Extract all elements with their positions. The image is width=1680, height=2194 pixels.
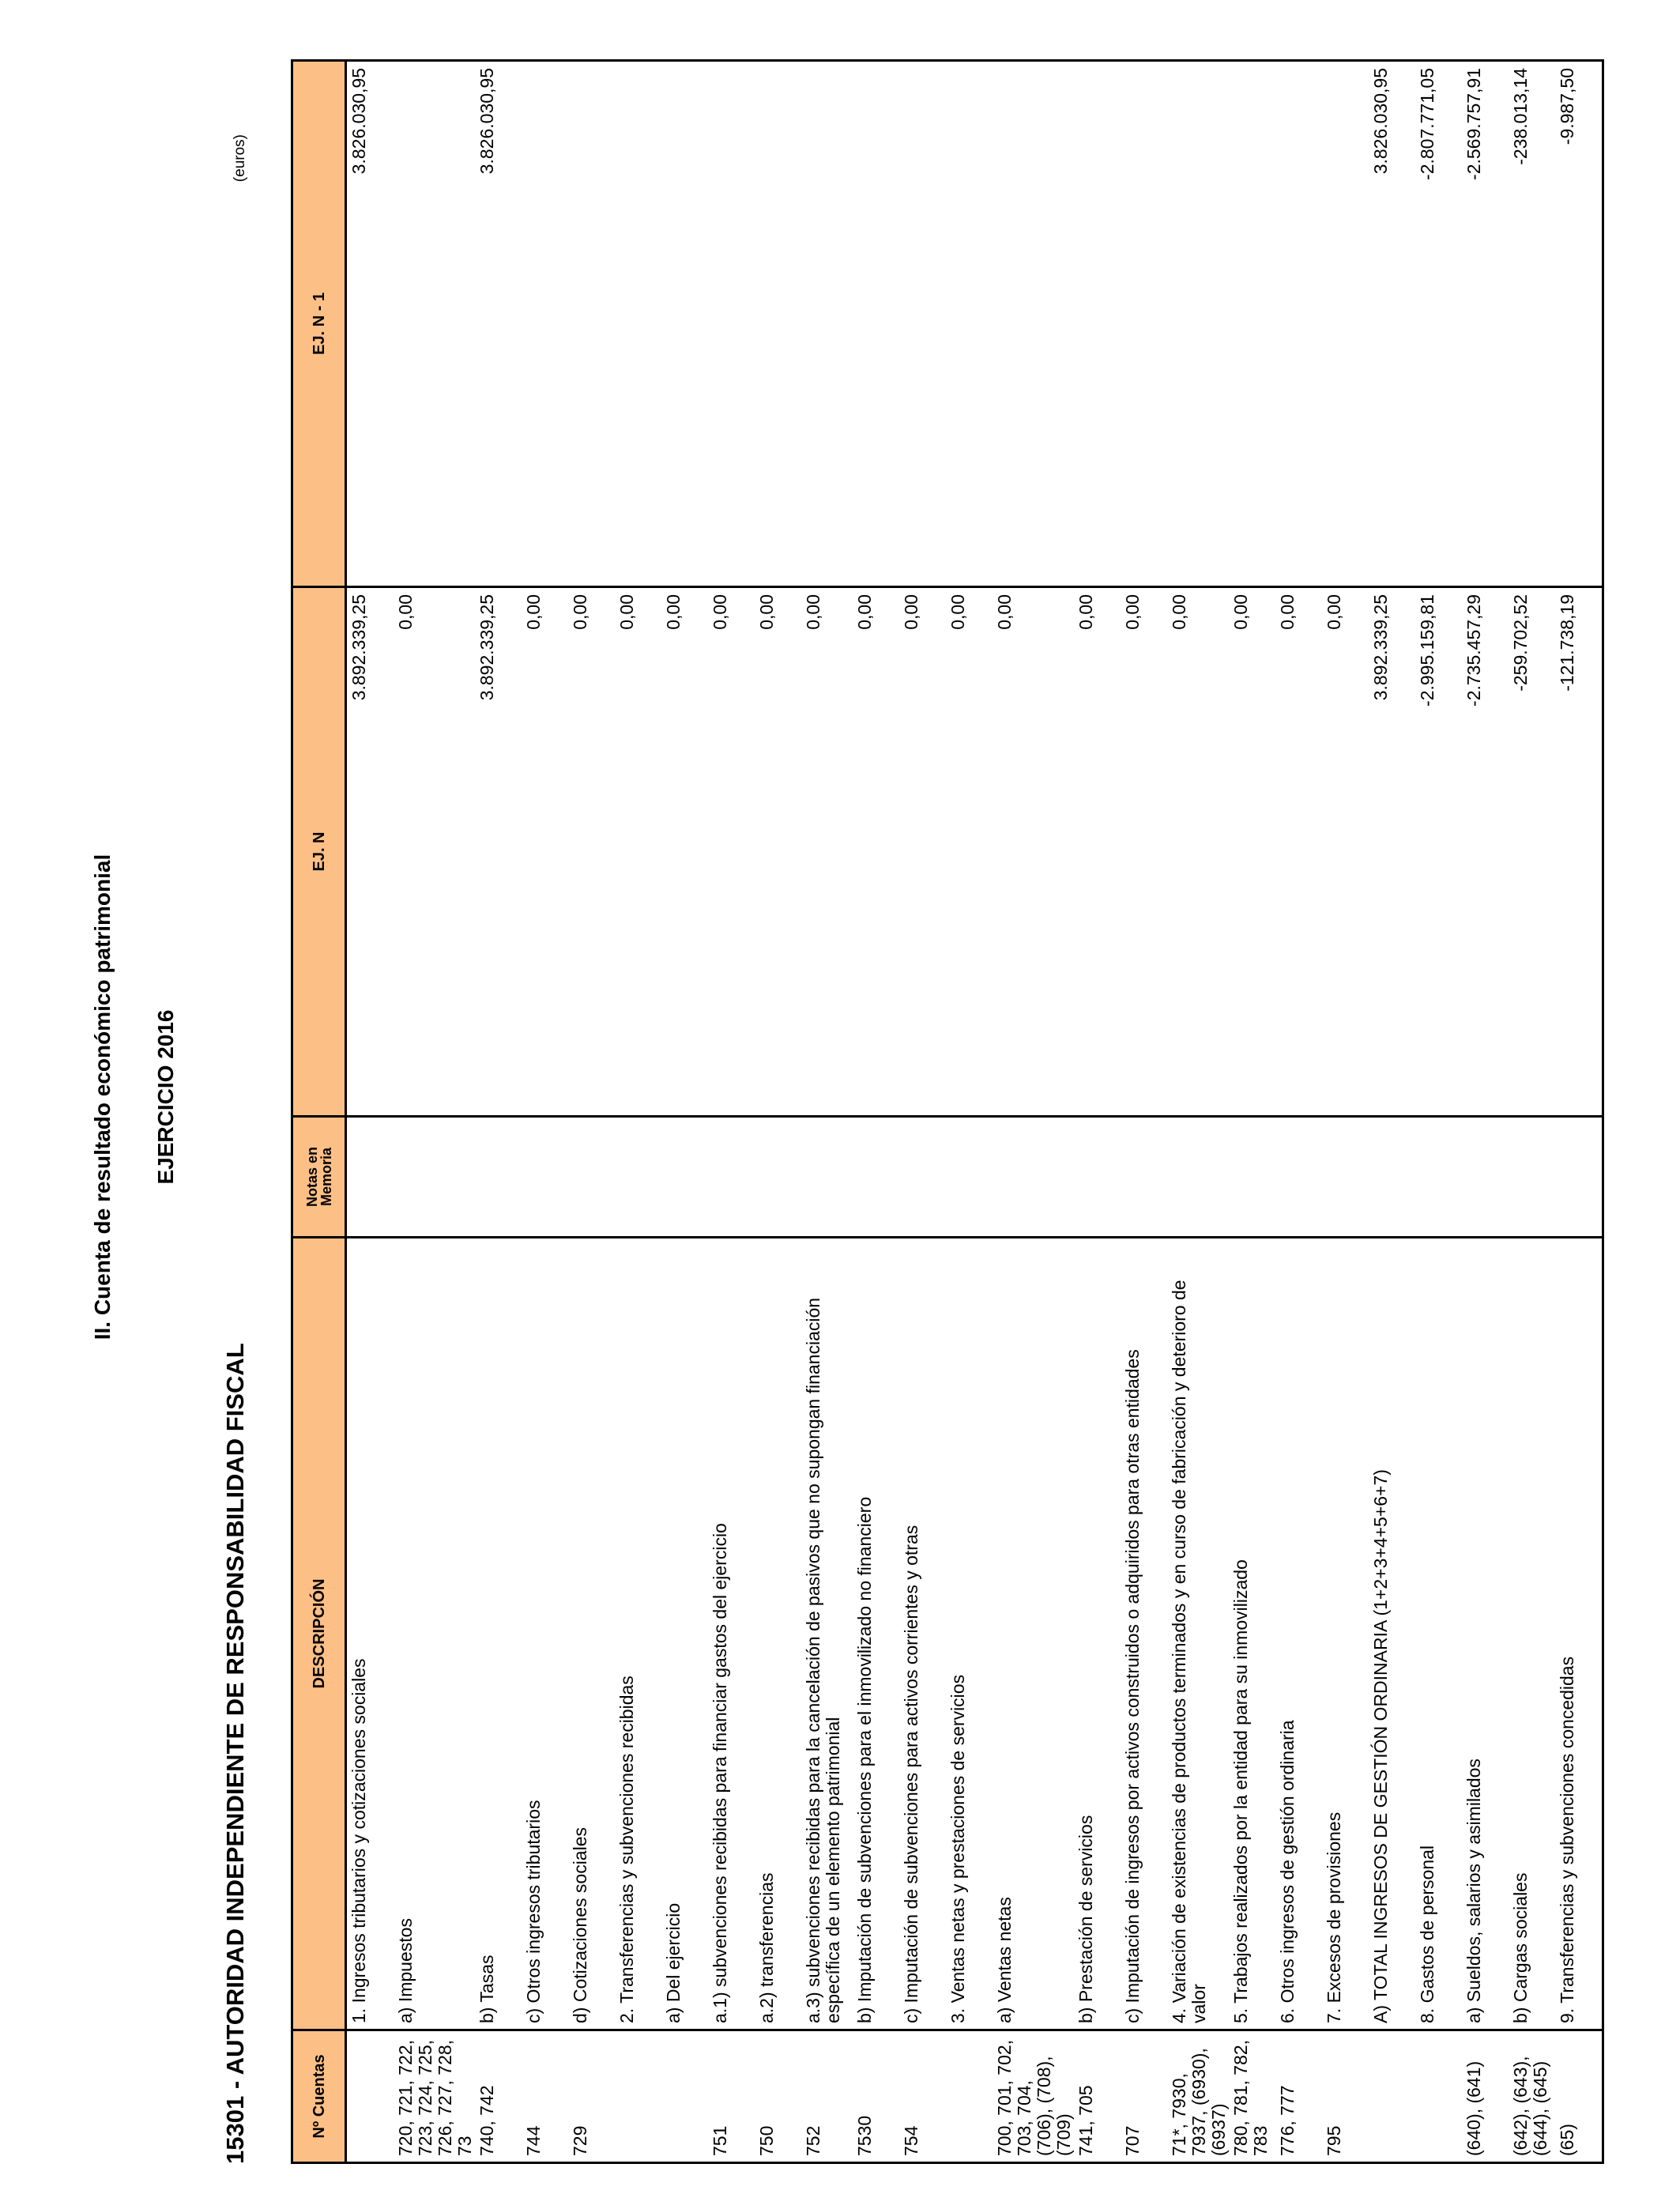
table-row [346,61,394,2163]
entity-title: 15301 - AUTORIDAD INDEPENDIENTE DE RESPONSABILIDAD FISCAL [221,1343,249,2164]
previous-year-amount: -238.013,14 [1509,61,1555,587]
account-codes-cell: 795 [1322,2030,1369,2163]
previous-year-amount [1229,61,1275,587]
previous-year-amount [394,61,475,587]
account-codes-cell: (642), (643), (644), (645) [1509,2030,1555,2163]
account-codes-cell: 776, 777 [1275,2030,1322,2163]
description-cell: b) Prestación de servicios [1074,1238,1121,2030]
current-year-amount: 0,00 [522,587,568,1117]
previous-year-amount: 3.826.030,95 [475,61,522,587]
account-codes-cell: 707 [1121,2030,1167,2163]
description-cell: a) Sueldos, salarios y asimilados [1462,1238,1509,2030]
table-row [708,61,755,2163]
account-codes-cell: 751 [708,2030,755,2163]
table-header-row [292,61,346,2163]
account-codes-cell: 744 [522,2030,568,2163]
previous-year-amount: 3.826.030,95 [1369,61,1415,587]
description-cell: 3. Ventas netas y prestaciones de servicios [946,1238,993,2030]
description-cell: c) Otros ingresos tributarios [522,1238,568,2030]
table-row [1167,61,1229,2163]
table-row [568,61,615,2163]
current-year-amount: 3.892.339,25 [346,587,394,1117]
description-cell: 2. Transferencias y subvenciones recibidas [615,1238,661,2030]
column-header-previous-year: EJ. N - 1 [292,61,346,587]
description-cell: a) Impuestos [394,1238,475,2030]
table-row [1555,61,1603,2163]
account-codes-cell [346,2030,394,2163]
document-title: II. Cuenta de resultado económico patrimonial [90,854,115,1340]
account-codes-cell [615,2030,661,2163]
description-cell: a.2) transferencias [755,1238,801,2030]
notes-cell [475,1117,522,1238]
column-header-description: DESCRIPCIÓN [292,1238,346,2030]
column-header-accounts: Nº Cuentas [292,2030,346,2163]
previous-year-amount [1074,61,1121,587]
description-cell: 4. Variación de existencias de productos terminados y en curso de fabricación y deterioro de valor [1167,1238,1229,2030]
notes-cell [1275,1117,1322,1238]
previous-year-amount [522,61,568,587]
table-row [801,61,853,2163]
table-row [755,61,801,2163]
account-codes-cell: 729 [568,2030,615,2163]
notes-cell [899,1117,946,1238]
table-row [993,61,1074,2163]
account-codes-cell: 740, 742 [475,2030,522,2163]
notes-cell [1415,1117,1462,1238]
description-cell: b) Tasas [475,1238,522,2030]
description-cell: c) Imputación de subvenciones para activos corrientes y otras [899,1238,946,2030]
description-cell: a.3) subvenciones recibidas para la cancelación de pasivos que no supongan financiación específica de un elemento patrimonial [801,1238,853,2030]
table-row [1275,61,1322,2163]
notes-cell [946,1117,993,1238]
description-cell: a.1) subvenciones recibidas para financiar gastos del ejercicio [708,1238,755,2030]
account-codes-cell: (640), (641) [1462,2030,1509,2163]
currency-unit-label: (euros) [232,134,248,183]
table-row [1415,61,1462,2163]
current-year-amount: 0,00 [946,587,993,1117]
current-year-amount: -2.995.159,81 [1415,587,1462,1117]
description-cell: b) Cargas sociales [1509,1238,1555,2030]
description-cell: b) Imputación de subvenciones para el inmovilizado no financiero [853,1238,899,2030]
previous-year-amount [899,61,946,587]
current-year-amount: 0,00 [1322,587,1369,1117]
notes-cell [661,1117,708,1238]
account-codes-cell [946,2030,993,2163]
table-row [1369,61,1415,2163]
previous-year-amount [1167,61,1229,587]
previous-year-amount [1275,61,1322,587]
description-cell: 9. Transferencias y subvenciones concedidas [1555,1238,1603,2030]
table-row [1322,61,1369,2163]
notes-cell [755,1117,801,1238]
account-codes-cell: 754 [899,2030,946,2163]
previous-year-amount [661,61,708,587]
notes-cell [1462,1117,1509,1238]
table-row [946,61,993,2163]
table-row [853,61,899,2163]
previous-year-amount [853,61,899,587]
current-year-amount: 0,00 [394,587,475,1117]
table-row [615,61,661,2163]
notes-cell [346,1117,394,1238]
notes-cell [394,1117,475,1238]
account-codes-cell: 7530 [853,2030,899,2163]
column-header-current-year: EJ. N [292,587,346,1117]
notes-cell [1074,1117,1121,1238]
notes-cell [801,1117,853,1238]
account-codes-cell: (65) [1555,2030,1603,2163]
current-year-amount: 0,00 [755,587,801,1117]
account-codes-cell [1369,2030,1415,2163]
current-year-amount: 3.892.339,25 [475,587,522,1117]
current-year-amount: -121.738,19 [1555,587,1603,1117]
previous-year-amount [946,61,993,587]
description-cell: A) TOTAL INGRESOS DE GESTIÓN ORDINARIA (1+2+3+4+5+6+7) [1369,1238,1415,2030]
table-row [1229,61,1275,2163]
description-cell: 6. Otros ingresos de gestión ordinaria [1275,1238,1322,2030]
notes-cell [853,1117,899,1238]
current-year-amount: 0,00 [1229,587,1275,1117]
previous-year-amount: -2.807.771,05 [1415,61,1462,587]
previous-year-amount [1322,61,1369,587]
account-codes-cell: 700, 701, 702, 703, 704, (706), (708), (709) [993,2030,1074,2163]
current-year-amount: 0,00 [1121,587,1167,1117]
current-year-amount: 0,00 [1275,587,1322,1117]
current-year-amount: 0,00 [708,587,755,1117]
description-cell: a) Del ejercicio [661,1238,708,2030]
account-codes-cell: 752 [801,2030,853,2163]
table-row [899,61,946,2163]
previous-year-amount [568,61,615,587]
previous-year-amount: 3.826.030,95 [346,61,394,587]
notes-cell [568,1117,615,1238]
notes-cell [708,1117,755,1238]
table-row [1121,61,1167,2163]
column-header-notes: Notas en Memoria [292,1117,346,1238]
account-codes-cell: 720, 721, 722, 723, 724, 725, 726, 727, 728, 73 [394,2030,475,2163]
current-year-amount: 0,00 [993,587,1074,1117]
current-year-amount: 3.892.339,25 [1369,587,1415,1117]
current-year-amount: 0,00 [615,587,661,1117]
previous-year-amount [993,61,1074,587]
account-codes-cell: 780, 781, 782, 783 [1229,2030,1275,2163]
notes-cell [1229,1117,1275,1238]
description-cell: d) Cotizaciones sociales [568,1238,615,2030]
notes-cell [993,1117,1074,1238]
notes-cell [522,1117,568,1238]
table-row [522,61,568,2163]
notes-cell [615,1117,661,1238]
table-row [661,61,708,2163]
previous-year-amount [755,61,801,587]
fiscal-year-title: EJERCICIO 2016 [153,1009,178,1185]
table-body [346,61,1603,2163]
previous-year-amount [615,61,661,587]
description-cell: 7. Excesos de provisiones [1322,1238,1369,2030]
current-year-amount: 0,00 [1074,587,1121,1117]
current-year-amount: 0,00 [568,587,615,1117]
previous-year-amount: -2.569.757,91 [1462,61,1509,587]
notes-cell [1369,1117,1415,1238]
table-row [1074,61,1121,2163]
account-codes-cell: 71*, 7930, 7937, (6930), (6937) [1167,2030,1229,2163]
description-cell: c) Imputación de ingresos por activos construidos o adquiridos para otras entidades [1121,1238,1167,2030]
description-cell: a) Ventas netas [993,1238,1074,2030]
notes-cell [1509,1117,1555,1238]
description-cell: 8. Gastos de personal [1415,1238,1462,2030]
notes-cell [1167,1117,1229,1238]
current-year-amount: 0,00 [853,587,899,1117]
previous-year-amount [801,61,853,587]
previous-year-amount: -9.987,50 [1555,61,1603,587]
current-year-amount: 0,00 [1167,587,1229,1117]
current-year-amount: 0,00 [801,587,853,1117]
current-year-amount: -259.702,52 [1509,587,1555,1117]
account-codes-cell: 741, 705 [1074,2030,1121,2163]
notes-cell [1322,1117,1369,1238]
table-row [1509,61,1555,2163]
account-codes-cell [1415,2030,1462,2163]
previous-year-amount [1121,61,1167,587]
description-cell: 5. Trabajos realizados por la entidad para su inmovilizado [1229,1238,1275,2030]
table-row [1462,61,1509,2163]
account-codes-cell [661,2030,708,2163]
account-codes-cell: 750 [755,2030,801,2163]
table-row [394,61,475,2163]
notes-cell [1121,1117,1167,1238]
current-year-amount: 0,00 [661,587,708,1117]
previous-year-amount [708,61,755,587]
current-year-amount: -2.735.457,29 [1462,587,1509,1117]
notes-cell [1555,1117,1603,1238]
table-row [475,61,522,2163]
description-cell: 1. Ingresos tributarios y cotizaciones sociales [346,1238,394,2030]
income-statement-table [291,59,1604,2164]
current-year-amount: 0,00 [899,587,946,1117]
